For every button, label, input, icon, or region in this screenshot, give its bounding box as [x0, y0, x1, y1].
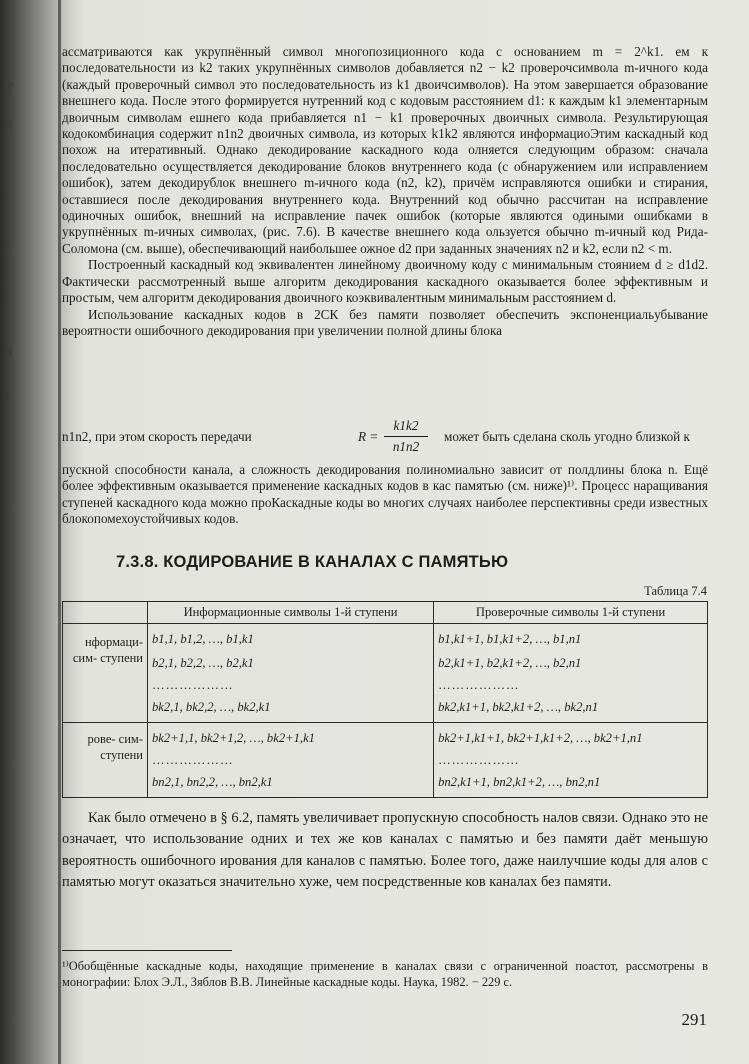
fraction-denominator: n1n2	[392, 439, 420, 454]
rate-formula-line	[62, 418, 708, 458]
ellipsis-row: ………………	[438, 678, 520, 692]
margin-fragment: −	[4, 242, 11, 254]
footnote	[62, 958, 708, 990]
symbol-row: bk2+1,k1+1, bk2+1,k1+2, …, bk2+1,n1	[438, 731, 643, 745]
margin-fragment: к	[4, 388, 10, 400]
info-symbols-cell	[148, 624, 434, 723]
margin-fragment: 7(	[4, 346, 14, 358]
check-symbols-cell	[434, 624, 708, 723]
row-label: нформаци- сим- ступени	[63, 624, 148, 723]
check-symbols-cell	[434, 723, 708, 798]
margin-fragment: т	[4, 272, 9, 284]
margin-fragment: гр	[4, 78, 15, 90]
rate-fraction	[384, 418, 428, 455]
symbol-row: b1,k1+1, b1,k1+2, …, b1,n1	[438, 632, 582, 646]
paragraph: Построенный каскадный код эквивалентен линейному двоичному коду с минимальным стоянием d ≥ d1d2. Фактически рассмотренный выше алгоритм декодирования каскадного оказывается более эффективным и простым, чем алгоритм декодирования двоичного коэквивалентным минимальным расстоянием d.	[62, 257, 708, 306]
margin-fragment: с	[4, 258, 9, 270]
main-text-block	[62, 44, 708, 339]
paragraph: пускной способности канала, а сложность декодирования полиномиально зависит от полдлины блока n. Ещё более эффективным оказывается применение каскадных кодов в кас памятью (см. ниже)¹⁾. Процесс наращивания ступеней каскадного кода можно проКаскадные коды во многих случаях наиболее перспективны среди известных блокопомехоустойчивых кодов.	[62, 462, 708, 527]
ellipsis-row: ………………	[152, 753, 234, 767]
paragraph: Использование каскадных кодов в 2СК без памяти позволяет обеспечить экспоненциальубывание вероятности ошибочного декодирования при увеличении полной длины блока	[62, 306, 708, 338]
memory-channels-paragraph	[62, 808, 708, 894]
fraction-numerator: k1k2	[384, 418, 428, 437]
table-row	[63, 723, 708, 798]
left-margin-bleed	[0, 0, 62, 1064]
margin-fragment: 1	[4, 224, 10, 236]
table-row	[63, 624, 708, 723]
symbol-row: b1,1, b1,2, …, b1,k1	[152, 632, 254, 646]
symbol-row: bk2+1,1, bk2+1,2, …, bk2+1,k1	[152, 731, 315, 745]
symbol-row: bk2,k1+1, bk2,k1+2, …, bk2,n1	[438, 700, 599, 714]
formula-lhs: R =	[358, 429, 379, 444]
table-header-cell: Информационные символы 1-й ступени	[148, 602, 434, 624]
footnote-rule	[62, 950, 232, 951]
ellipsis-row: ………………	[152, 678, 234, 692]
row-label: рове- сим- ступени	[63, 723, 148, 798]
table-header-cell	[63, 602, 148, 624]
footnote-text: ¹⁾Обобщённые каскадные коды, находящие применение в каналах связи с ограниченной поастот, рассмотрены в монографии: Блох Э.Л., Зяблов В.В. Линейные каскадные коды. Наука, 1982. − 229 с.	[62, 959, 708, 989]
symbol-row: bk2,1, bk2,2, …, bk2,k1	[152, 700, 271, 714]
formula-suffix: может быть сделана сколь угодно близкой к	[444, 429, 690, 444]
table-header-row	[63, 602, 708, 624]
ellipsis-row: ………………	[438, 753, 520, 767]
table-caption: Таблица 7.4	[644, 584, 707, 598]
page-number: 291	[681, 1010, 707, 1029]
cascade-code-table	[62, 601, 708, 798]
table-header-cell: Проверочные символы 1-й ступени	[434, 602, 708, 624]
text-after-formula	[62, 462, 708, 528]
symbol-row: bn2,1, bn2,2, …, bn2,k1	[152, 775, 273, 789]
symbol-row: b2,k1+1, b2,k1+2, …, b2,n1	[438, 656, 582, 670]
paragraph: ассматриваются как укрупнённый символ многопозиционного кода с основанием m = 2^k1. ем к последовательности из k2 таких укрупнённых символов добавляется n2 − k2 проверочсимвола m-ичного кода (каждый проверочный символ это последовательность из k1 двоичсимволов). На этом завершается образование внешнего кода. После этого формируется нутренний код с кодовым расстоянием d1: к каждым k1 элементарным двоичным символам ешнего кода прибавляется n1 − k1 проверочных двоичных символа. Результирующая кодокомбинация содержит n1n2 двоичных символа, из которых k1k2 являются информациоЭтим каскадный код похож на итеративный. Однако декодирование каскадного кода олняется следующим образом: сначала последовательно осуществляется декодирование блоков внутреннего кода (с обнаружением или исправлением ошибок), затем декодирублок внешнего m-ичного кода (n2, k2), причём исправляются ошибки и стирания, оставшиеся после декодирования внутреннего кода. Внутренний код обычно рассчитан на исправление одиночных ошибок, внешний на исправление пачек ошибок (которые являются одиными ошибками в укрупнённых m-ичных символах, (рис. 7.6). В качестве внешнего кода ользуется обычно m-ичный код Рида-Соломона (см. выше), обеспечивающий наибольшее ожное d2 при заданных значениях n2 и k2, если n2 < m.	[62, 44, 708, 256]
symbol-row: b2,1, b2,2, …, b2,k1	[152, 656, 254, 670]
paragraph: Как было отмечено в § 6.2, память увеличивает пропускную способность налов связи. Однако это не означает, что использование одних и тех же ков каналах с памятью и без памяти даёт меньшую вероятность ошибочного ирования для каналов с памятью. Более того, даже наилучшие коды для алов с памятью могут оказаться значительно хуже, чем посредственные ков каналах без памяти.	[62, 810, 708, 891]
section-heading: 7.3.8. КОДИРОВАНИЕ В КАНАЛАХ С ПАМЯТЬЮ	[116, 553, 509, 571]
margin-fragment: 1	[4, 190, 10, 202]
symbol-row: bn2,k1+1, bn2,k1+2, …, bn2,n1	[438, 775, 601, 789]
margin-fragment: 7(	[4, 118, 14, 130]
margin-fragment: с	[4, 290, 9, 302]
info-symbols-cell	[148, 723, 434, 798]
formula-prefix: n1n2, при этом скорость передачи	[62, 429, 252, 444]
